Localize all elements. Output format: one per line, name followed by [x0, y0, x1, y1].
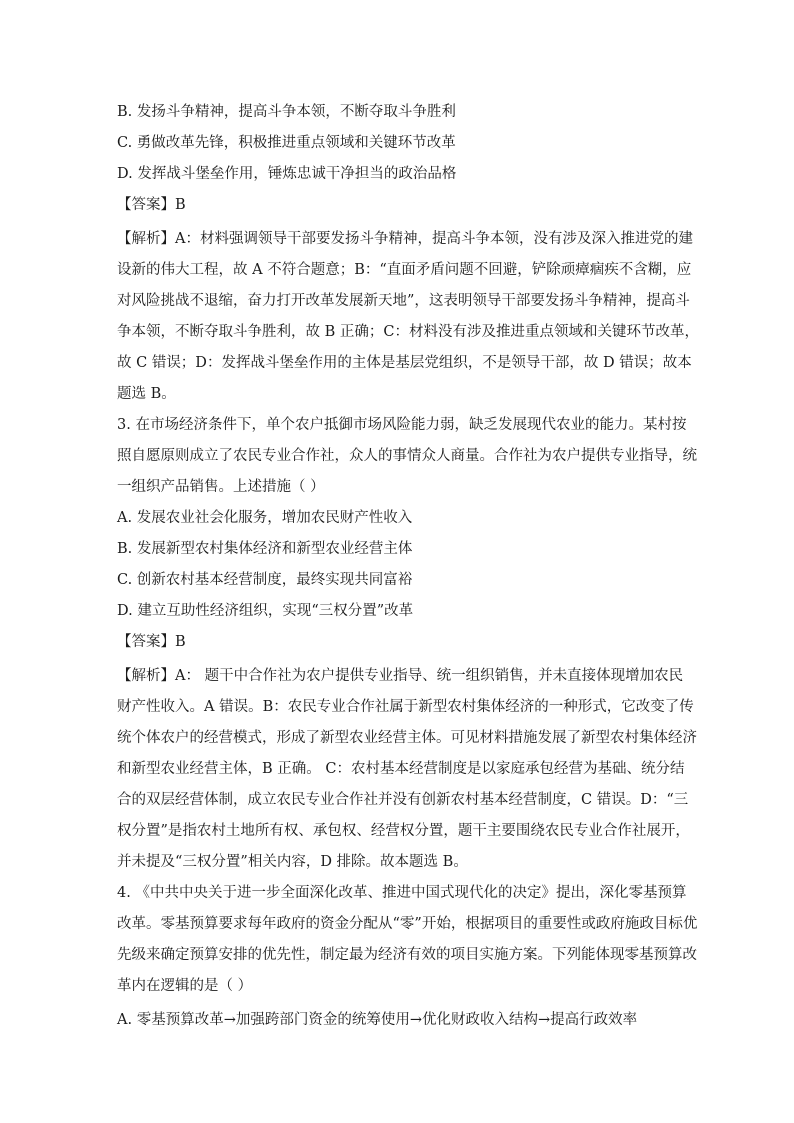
question-line: 3. 在市场经济条件下，单个农户抵御市场风险能力弱，缺乏发展现代农业的能力。某村按 [117, 417, 687, 433]
analysis-line: 和新型农业经营主体，B 正确。 C：农村基本经营制度是以家庭承包经营为基础、统分结 [117, 761, 685, 777]
option-a-line: A. 零基预算改革→加强跨部门资金的统筹使用→优化财政收入结构→提高行政效率 [117, 1012, 638, 1028]
question-line: 4. 《中共中央关于进一步全面深化改革、推进中国式现代化的决定》提出，深化零基预算 [117, 885, 687, 901]
analysis-line: 题选 B。 [117, 386, 176, 402]
analysis-line: 设新的伟大工程，故 A 不符合题意；B：“直面矛盾问题不回避，铲除顽瘴痼疾不含糊，应 [117, 262, 692, 278]
analysis-line: 权分置”是指农村土地所有权、承包权、经营权分置，题干主要围绕农民专业合作社展开， [117, 823, 690, 839]
question-line: 一组织产品销售。上述措施（ ） [117, 479, 325, 495]
analysis-line: 对风险挑战不退缩，奋力打开改革发展新天地”，这表明领导干部要发扬斗争精神，提高斗 [117, 293, 690, 309]
analysis-line: 并未提及“三权分置”相关内容，D 排除。故本题选 B。 [117, 854, 468, 870]
analysis-line: 【解析】A： 题干中合作社为农户提供专业指导、统一组织销售，并未直接体现增加农民 [117, 668, 684, 684]
analysis-line: 合的双层经营体制，成立农民专业合作社并没有创新农村基本经营制度，C 错误。D：“三 [117, 792, 689, 808]
option-d-line: D. 建立互助性经济组织，实现“三权分置”改革 [117, 603, 414, 619]
answer-line: 【答案】B [117, 197, 186, 213]
analysis-line: 统个体农户的经营模式，形成了新型农业经营主体。可见材料措施发展了新型农村集体经济 [117, 730, 697, 746]
answer-line: 【答案】B [117, 634, 186, 650]
analysis-line: 【解析】A：材料强调领导干部要发扬斗争精神，提高斗争本领，没有涉及深入推进党的建 [117, 231, 693, 247]
option-c-line: C. 创新农村基本经营制度，最终实现共同富裕 [117, 572, 413, 588]
analysis-line: 财产性收入。A 错误。B：农民专业合作社属于新型农村集体经济的一种形式，它改变了传 [117, 699, 694, 715]
option-b-line: B. 发展新型农村集体经济和新型农业经营主体 [117, 541, 413, 557]
option-a-line: A. 发展农业社会化服务，增加农民财产性收入 [117, 510, 413, 526]
option-d-line: D. 发挥战斗堡垒作用，锤炼忠诚干净担当的政治品格 [117, 166, 457, 182]
question-line: 革内在逻辑的是（ ） [117, 978, 253, 994]
question-line: 照自愿原则成立了农民专业合作社，众人的事情众人商量。合作社为农户提供专业指导，统 [117, 448, 697, 464]
option-c-line: C. 勇做改革先锋，积极推进重点领域和关键环节改革 [117, 135, 456, 151]
analysis-line: 争本领，不断夺取斗争胜利，故 B 正确；C：材料没有涉及推进重点领域和关键环节改革， [117, 324, 699, 340]
question-line: 先级来确定预算安排的优先性，制定最为经济有效的项目实施方案。下列能体现零基预算改 [117, 947, 697, 963]
option-b-line: B. 发扬斗争精神，提高斗争本领，不断夺取斗争胜利 [117, 104, 456, 120]
analysis-line: 故 C 错误；D：发挥战斗堡垒作用的主体是基层党组织，不是领导干部，故 D 错误；故本 [117, 355, 692, 371]
question-line: 改革。零基预算要求每年政府的资金分配从“零”开始，根据项目的重要性或政府施政目标优 [117, 916, 698, 932]
